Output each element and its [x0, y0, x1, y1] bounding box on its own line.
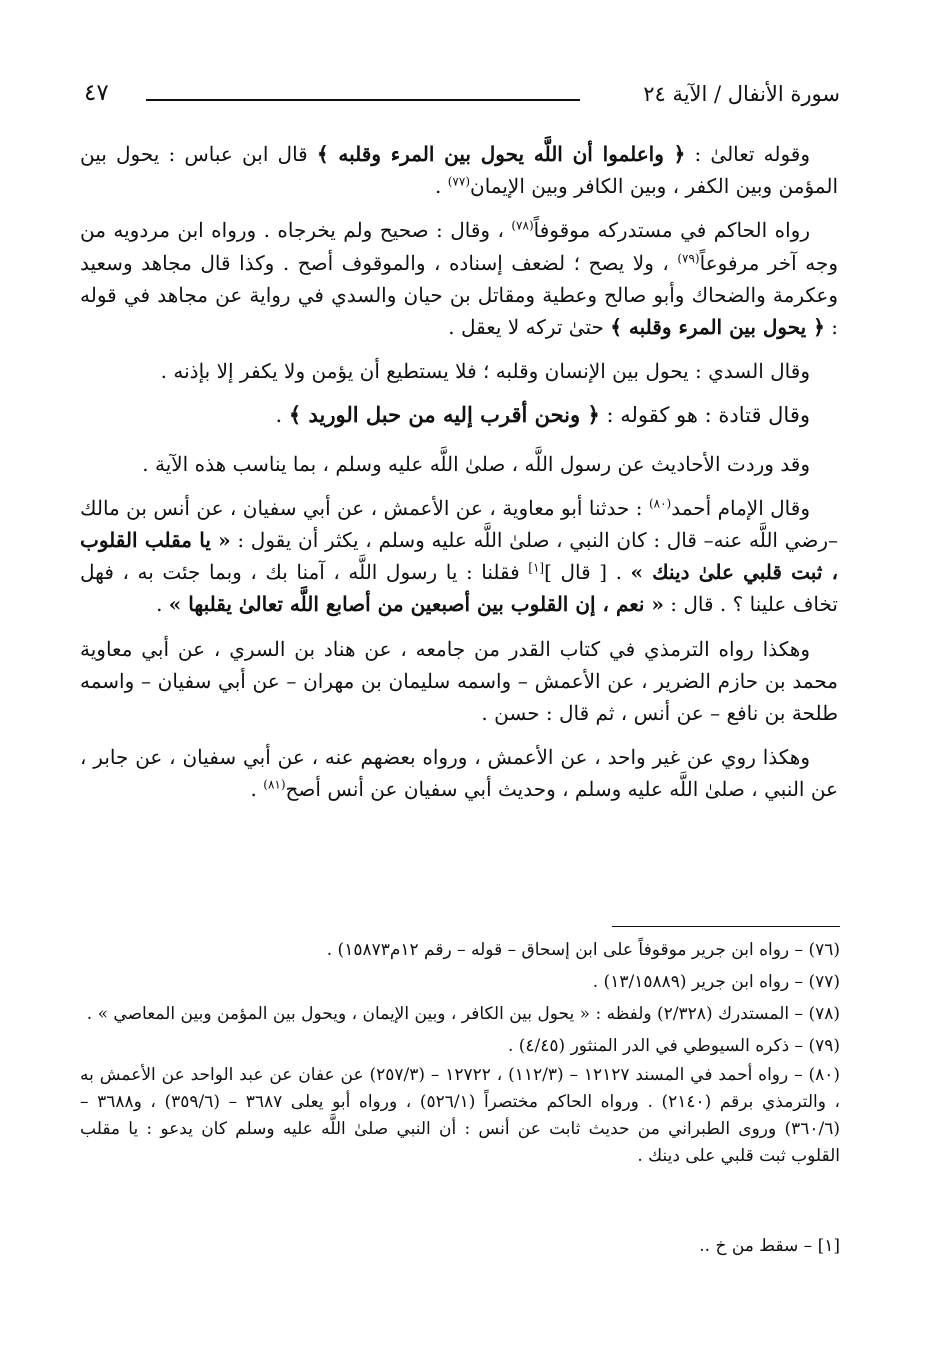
editor-note: [١] – سقط من خ .. — [699, 1236, 840, 1256]
paragraph — [80, 492, 838, 621]
text-run: وقال الإمام أحمد — [671, 495, 810, 520]
page-header — [84, 82, 840, 114]
footnote-ref: (٧٨) — [511, 218, 534, 233]
text-run: . — [250, 777, 264, 802]
footnote-separator — [612, 926, 840, 927]
text-run: ، ولا يصح ؛ لضعف إسناده ، والموقوف أصح . وكذا قال مجاهد وسعيد وعكرمة والضحاك وأبو صالح وعطية ومقاتل بن حيان والسدي في رواية عن مجاهد في قوله : — [80, 250, 838, 340]
text-run: وهكذا روي عن غير واحد ، عن الأعمش ، ورواه بعضهم عنه ، عن أبي سفيان ، عن جابر ، عن النبي ، صلىٰ اللَّه عليه وسلم ، وحديث أبي سفيان عن أنس أصح — [80, 745, 838, 802]
text-run: . — [435, 174, 448, 199]
footnotes — [80, 934, 840, 1170]
main-text — [80, 138, 838, 818]
quoted-text: « يا مقلب القلوب ، ثبت قلبي علىٰ دينك » — [80, 528, 839, 585]
text-run: : حدثنا أبو معاوية ، عن الأعمش ، عن أبي سفيان ، عن أنس بن مالك –رضي اللَّه عنه– قال : كان النبي ، صلىٰ اللَّه عليه وسلم ، يكثر أن يقول : — [80, 495, 838, 553]
text-run: وهكذا رواه الترمذي في كتاب القدر من جامعه ، عن هناد بن السري ، عن أبي معاوية محمد بن حازم الضرير ، عن الأعمش – واسمه سليمان بن مهران – عن أبي سفيان – واسمه طلحة بن نافع – عن أنس ، ثم قال : حسن . — [80, 636, 838, 726]
paragraph — [80, 399, 838, 431]
text-run: حتىٰ تركه لا يعقل . — [448, 315, 611, 340]
footnote-ref: (٧٩) — [677, 250, 700, 265]
text-run: ، وقال : صحيح ولم يخرجاه . ورواه ابن مردويه من وجه آخر مرفوعاً — [80, 218, 838, 275]
text-run: وقال السدي : يحول بين الإنسان وقلبه ؛ فلا يستطيع أن يؤمن ولا يكفر إلا بإذنه . — [160, 359, 810, 384]
text-run: وقد وردت الأحاديث عن رسول اللَّه ، صلىٰ اللَّه عليه وسلم ، بما يناسب هذه الآية . — [142, 451, 810, 476]
page-number: ٤٧ — [84, 80, 109, 106]
paragraph — [80, 138, 838, 202]
paragraph — [80, 355, 838, 387]
header-rule — [146, 99, 580, 101]
footnote-ref: (٧٧) — [447, 174, 470, 189]
text-run: فقلنا : يا رسول اللَّه ، آمنا بك ، وبما جئت به ، فهل تخاف علينا ؟ . قال : — [80, 560, 838, 617]
footnote: (٧٦) – رواه ابن جرير موقوفاً على ابن إسحاق – قوله – رقم ١٢م١٥٨٧٣) . — [326, 940, 840, 960]
text-run: وقال قتادة : هو كقوله : — [599, 403, 810, 428]
quoted-text: ﴿ يحول بين المرء وقلبه ﴾ — [610, 315, 825, 340]
paragraph — [80, 633, 838, 730]
footnote: (٧٩) – ذكره السيوطي في الدر المنثور (٤/٤٥) . — [507, 1036, 840, 1056]
footnote-ref: [١] — [528, 560, 545, 575]
footnote-ref: (٨٠) — [648, 496, 672, 511]
quoted-text: ﴿ واعلموا أن اللَّه يحول بين المرء وقلبه ﴾ — [316, 142, 686, 166]
text-run: قال ابن عباس : يحول بين المؤمن وبين الكفر ، وبين الكافر وبين الإيمان — [80, 142, 838, 199]
paragraph — [80, 741, 838, 805]
quoted-text: ﴿ ونحن أقرب إليه من حبل الوريد ﴾ — [288, 402, 600, 428]
footnote: (٧٨) – المستدرك (٢/٣٢٨) ولفظه : « يحول بين الكافر ، وبين الإيمان ، ويحول بين المؤمن وبين المعاصي » . — [86, 1004, 840, 1024]
text-run: . [ قال ] — [544, 560, 631, 585]
quoted-text: « نعم ، إن القلوب بين أصبعين من أصابع اللَّه تعالىٰ يقلبها » — [168, 592, 664, 617]
paragraph — [80, 214, 838, 343]
text-run: وقوله تعالىٰ : — [685, 142, 811, 166]
text-run: . — [156, 592, 169, 617]
text-run: رواه الحاكم في مستدركه موقوفاً — [533, 218, 810, 243]
footnote-ref: (٨١) — [263, 777, 286, 792]
paragraph — [80, 448, 838, 480]
footnote: (٧٧) – رواه ابن جرير (١٣/١٥٨٨٩) . — [592, 972, 840, 992]
running-title: سورة الأنفال / الآية ٢٤ — [643, 82, 840, 106]
footnote: (٨٠) – رواه أحمد في المسند ١٢١٢٧ – (١١٢/٣) ، ١٢٧٢٢ – (٢٥٧/٣) عن عفان عن عبد الواحد عن الأعمش به ، والترمذي برقم (٢١٤٠) . ورواه الحاكم مختصراً (٥٢٦/١) ، ورواه أبو يعلى ٣٦٨٧ – (٣٥٩/٦) ، و٣٦٨٨ – (٣٦٠/٦) وروى الطبراني من حديث ثابت عن أنس : أن النبي صلىٰ اللَّه عليه وسلم كان يدعو : يا مقلب القلوب ثبت قلبي على دينك . — [80, 1065, 840, 1166]
text-run: . — [275, 403, 289, 428]
